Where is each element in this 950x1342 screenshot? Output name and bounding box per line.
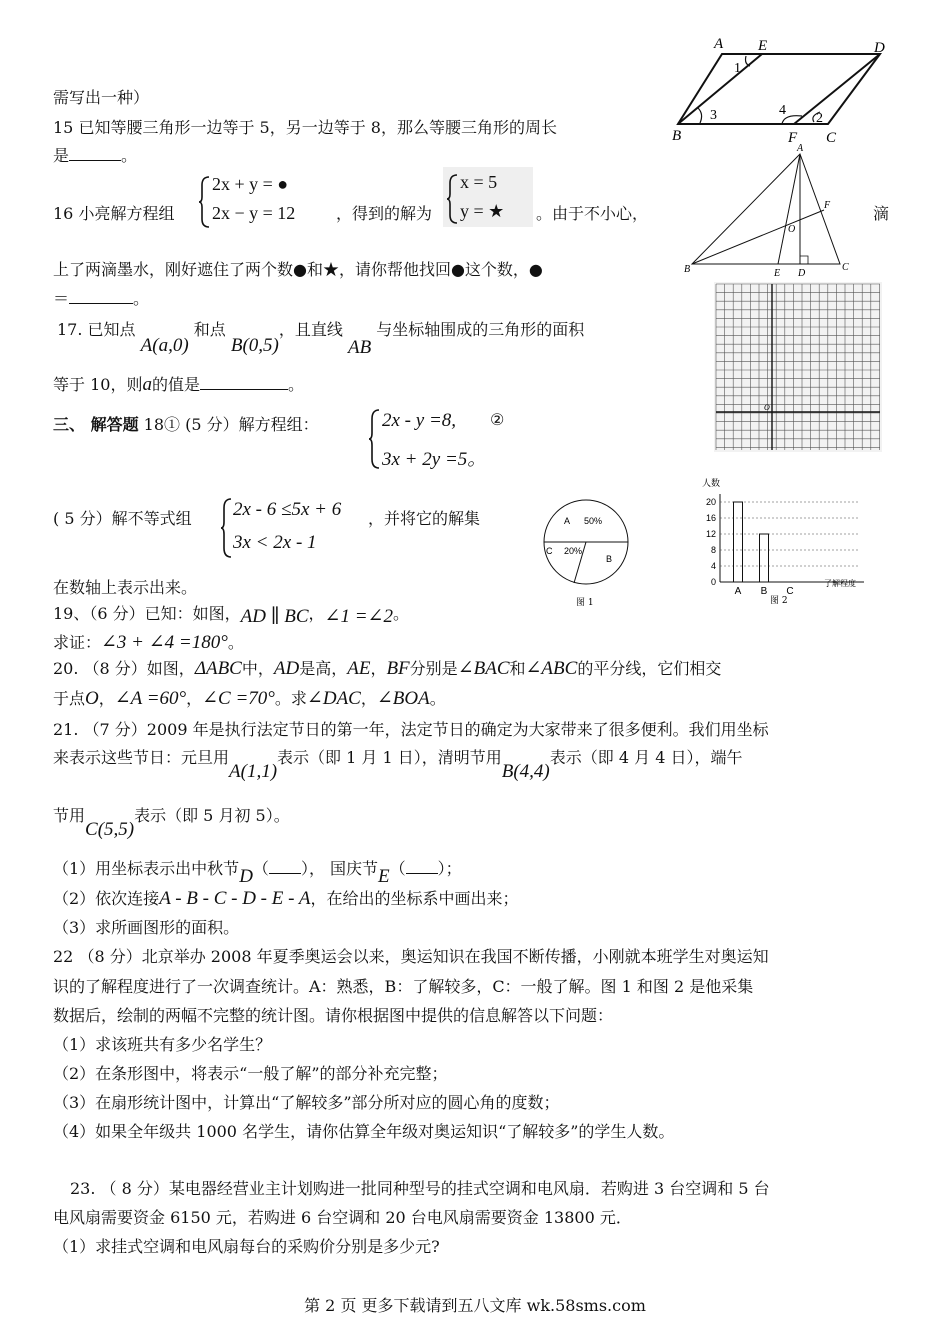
q20-line2: 于点O，∠A =60°，∠C =70°。求∠DAC，∠BOA。 [53, 688, 446, 709]
q17-point-a: A(a,0) [140, 335, 189, 356]
q16-eq2: 2x − y = 12 [212, 203, 296, 223]
q18b-eq1: 2x - 6 ≤5x + 6 [233, 499, 342, 520]
q18b-post: ，并将它的解集 [368, 509, 481, 528]
q19-claim: ∠3 + ∠4 =180° [101, 632, 228, 653]
pg-angle-3: 3 [710, 108, 717, 123]
q23-s1: （1）求挂式空调和电风扇每台的采购价分别是多少元? [53, 1237, 440, 1256]
q18-system-brace [368, 408, 382, 470]
pie-caption: 图 1 [576, 598, 594, 608]
q21-line2: 来表示这些节日：元旦用A(1,1)表示（即 1 月 1 日），清明节用B(4,4)表示（即 4 月 4 日），端午 [53, 748, 743, 782]
q22-s2: （2）在条形图中，将表示“一般了解”的部分补充完整； [53, 1064, 448, 1083]
fig-parallelogram [670, 34, 900, 146]
q22-s4: （4）如果全年级共 1000 名学生，请你估算全年级对奥运知识“了解较多”的学生人数。 [53, 1122, 675, 1141]
q16-eq1: 2x + y = ● [212, 174, 289, 194]
q22-line1: 22 （8 分）北京举办 2008 年夏季奥运会以来，奥运知识在我国不断传播，小刚就本班学生对奥运知 [53, 947, 769, 966]
q16-drop: 滴 [873, 204, 890, 223]
pie-label-c: C [546, 546, 553, 556]
q16-system-brace [198, 175, 212, 229]
bar-ytick-label: 8 [710, 545, 716, 555]
pie-label-a: A [564, 516, 571, 526]
q23-line1: 23. （ 8 分）某电器经营业主计划购进一批同种型号的挂式空调和电风扇．若购进 3 台空调和 5 台 [70, 1179, 770, 1198]
q15-line1: 15 已知等腰三角形一边等于 5，另一边等于 8，那么等腰三角形的周长 [53, 118, 557, 137]
q19-cond-angles: ∠1 =∠2 [324, 606, 393, 627]
fig-coordinate-grid[interactable] [714, 282, 882, 452]
q17-line2: 等于 10，则a的值是 。 [53, 374, 304, 395]
q18b-pre: ( 5 分）解不等式组 [53, 509, 192, 528]
tri-label-b: B [684, 264, 691, 275]
q17-answer-blank[interactable] [200, 373, 288, 390]
q16-prefix: 16 小亮解方程组 [53, 204, 175, 223]
pg-label-a: A [714, 36, 724, 52]
q16-sol1: x = 5 [460, 172, 498, 192]
q19-line2: 求证：∠3 + ∠4 =180°。 [53, 632, 244, 653]
bar-ytick-label: 20 [705, 497, 716, 507]
q18-circle-2: ② [490, 410, 505, 429]
tri-label-o: O [788, 224, 796, 235]
bar-category-label: C [786, 586, 794, 597]
q21-s2: （2）依次连接A - B - C - D - E - A，在给出的坐标系中画出来； [53, 888, 519, 909]
q15-answer-blank[interactable] [69, 144, 121, 161]
bar-ytick-label: 0 [710, 577, 716, 587]
pg-angle-4: 4 [779, 103, 786, 118]
q23-line2: 电风扇需要资金 6150 元，若购进 6 台空调和 20 台电风扇需要资金 13800 元． [53, 1208, 632, 1227]
grid-origin-label: O [764, 403, 770, 412]
fig-bar-chart [694, 476, 874, 610]
q22-line3: 数据后，绘制的两幅不完整的统计图。请你根据图中提供的信息解答以下问题： [53, 1006, 614, 1025]
q22-line2: 识的了解程度进行了一次调查统计。A：熟悉，B：了解较多，C：一般了解。图 1 和图 2 是他采集 [53, 977, 754, 996]
q17-line-ab: AB [347, 337, 372, 358]
pg-label-c: C [826, 130, 837, 146]
tri-label-d: D [798, 268, 806, 279]
q21-blank-e[interactable] [406, 857, 438, 874]
bar-ytick-label: 12 [705, 529, 716, 539]
tri-label-f: F [824, 200, 831, 211]
bar-ytick-label: 4 [710, 561, 716, 571]
bar-xlabel: 了解程度 [824, 579, 856, 588]
q17-point-b: B(0,5) [230, 335, 279, 356]
q18b-eq2: 3x < 2x - 1 [233, 532, 317, 553]
bar-category-label: B [760, 586, 768, 597]
q21-line1: 21. （7 分）2009 年是执行法定节日的第一年，法定节日的确定为大家带来了很多便利。我们用坐标 [53, 720, 769, 739]
pie-label-c-pct: 20% [564, 546, 583, 556]
q21-line3: 节用C(5,5)表示（即 5 月初 5）。 [53, 806, 290, 840]
q15-line2: 是 。 [53, 146, 138, 165]
pie-label-b: B [606, 554, 613, 564]
tri-label-a: A [797, 143, 804, 154]
pg-label-d: D [874, 40, 885, 56]
bar-b [760, 534, 769, 582]
q16-line3: ＝ 。 [53, 289, 150, 308]
q19-cond-parallel: AD ∥ BC [240, 606, 309, 627]
q22-s1: （1）求该班共有多少名学生？ [53, 1035, 272, 1054]
bar-ylabel: 人数 [702, 479, 721, 489]
q16-suffix: 。由于不小心， [536, 204, 649, 223]
fig-triangle [680, 142, 860, 280]
q14-tail: 需写出一种） [53, 88, 150, 107]
page-footer: 第 2 页 更多下载请到五八文库 wk.58sms.com [304, 1296, 646, 1315]
q18b-system-brace [220, 497, 234, 559]
bar-category-label: A [734, 586, 742, 597]
pg-label-f: F [788, 130, 798, 146]
bar-a [734, 502, 743, 582]
tri-label-c: C [842, 262, 849, 273]
pg-angle-2: 2 [816, 111, 823, 126]
q17-line1: 17. 已知点 A(a,0) 和点 B(0,5)，且直线 AB 与坐标轴围成的三角形的面积 [57, 320, 585, 358]
q21-s1: （1）用坐标表示出中秋节D（ ）， 国庆节E（ ）； [53, 859, 462, 887]
tri-label-e: E [774, 268, 781, 279]
q16-solution-brace [446, 173, 460, 225]
q21-s3: （3）求所画图形的面积。 [53, 918, 240, 937]
q21-blank-d[interactable] [269, 857, 301, 874]
section3-line: 三、 解答题 18① (5 分）解方程组： [53, 415, 319, 434]
section3-title: 三、 解答题 [53, 415, 139, 434]
q18-eq2: 3x + 2y =5。 [382, 449, 487, 470]
q16-sol2: y = ★ [460, 201, 505, 221]
q20-line1: 20. （8 分）如图，ΔABC中，AD是高，AE，BF分别是∠BAC和∠ABC的平分线，它们相交 [53, 658, 722, 679]
bar-caption: 图 2 [770, 596, 788, 606]
q16-line2: 上了两滴墨水，刚好遮住了两个数●和★，请你帮他找回●这个数，● [53, 260, 543, 279]
pg-label-e: E [758, 38, 768, 54]
q19-line1: 19、（6 分）已知：如图，AD ∥ BC，∠1 =∠2。 [53, 604, 409, 627]
q18-eq1: 2x - y =8, [382, 410, 457, 431]
q16-answer-blank[interactable] [69, 287, 133, 304]
q22-s3: （3）在扇形统计图中，计算出“了解较多”部分所对应的圆心角的度数； [53, 1093, 560, 1112]
fig-pie-chart [536, 498, 640, 610]
q18b-line2: 在数轴上表示出来。 [53, 578, 198, 597]
pg-label-b: B [672, 128, 682, 144]
bar-ytick-label: 16 [705, 513, 716, 523]
pie-label-a-pct: 50% [584, 516, 603, 526]
pg-angle-1: 1 [734, 61, 741, 76]
q16-mid: ，得到的解为 [336, 204, 433, 223]
